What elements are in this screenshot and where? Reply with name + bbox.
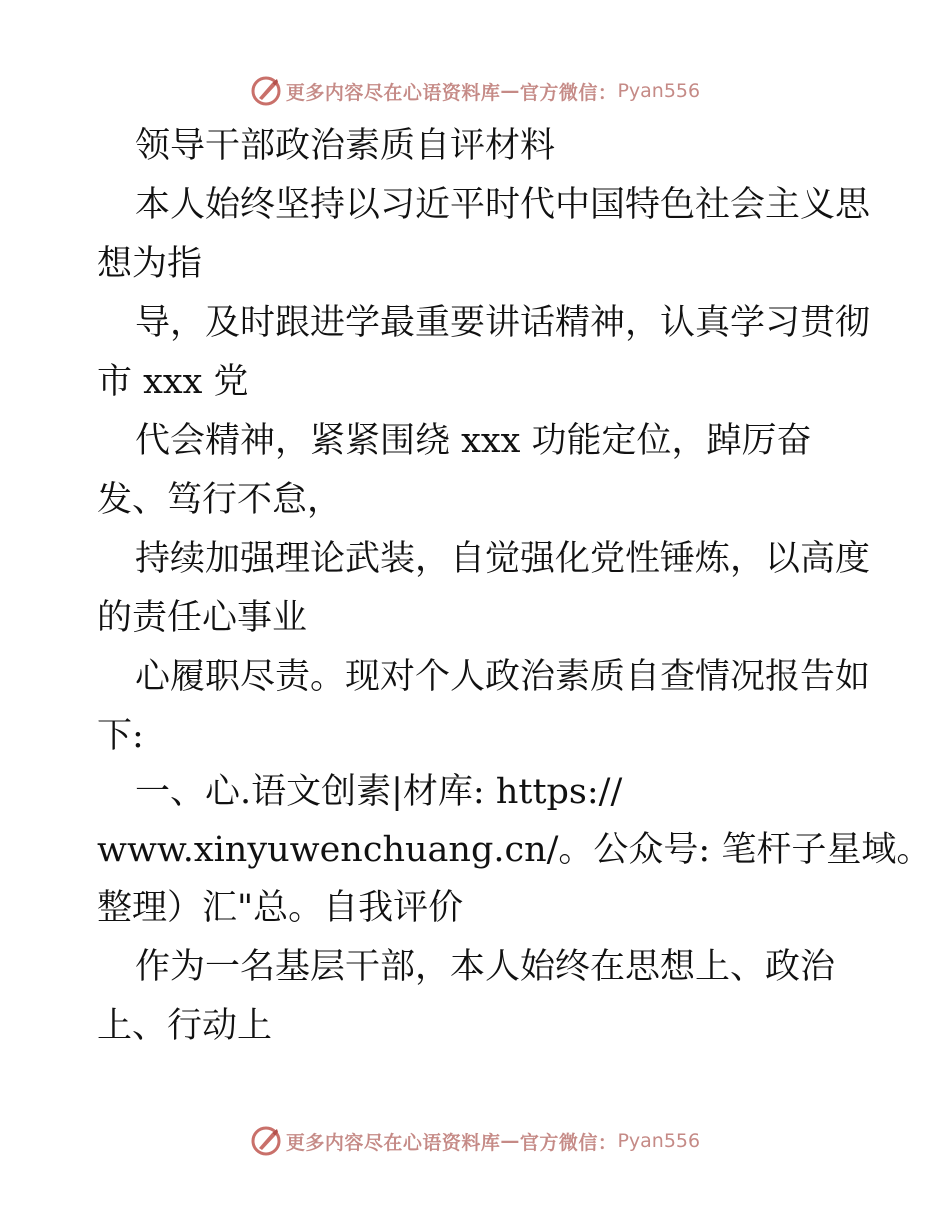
document-title: 领导干部政治素质自评材料 [135,126,556,166]
paragraph-line: 下: [97,716,144,756]
header-banner [0,71,950,111]
banner-site-text: 更多内容尽在心语资料库 [285,81,501,104]
paragraph-line: 的责任心事业 [97,598,308,638]
paragraph-line: 代会精神，紧紧围绕 xxx 功能定位，踔厉奋 [135,421,812,461]
paragraph-line: www.xinyuwenchuang.cn/。公众号: 笔杆子星域。 [97,830,932,870]
banner-contact-id: Pyan556 [617,1130,701,1152]
quill-circle-logo-icon [250,1125,282,1157]
paragraph-line: 想为指 [97,244,203,284]
paragraph-line: 持续加强理论武装，自觉强化党性锤炼，以高度 [135,539,871,579]
banner-dash: — [500,1130,520,1152]
paragraph-line: 本人始终坚持以习近平时代中国特色社会主义思 [135,185,871,225]
banner-contact-label: 官方微信： [519,81,618,104]
paragraph-line: 上、行动上 [97,1006,273,1046]
paragraph-line: 发、笃行不怠， [97,480,343,520]
paragraph-line: 导，及时跟进学最重要讲话精神，认真学习贯彻 [135,303,871,343]
banner-site-text: 更多内容尽在心语资料库 [285,1131,501,1154]
section-heading: 一、心.语文创素|材库: https:// [135,772,623,812]
banner-dash: — [500,80,520,102]
quill-circle-logo-icon [250,75,282,107]
paragraph-line: 作为一名基层干部，本人始终在思想上、政治 [135,947,836,987]
banner-contact-id: Pyan556 [617,80,701,102]
footer-banner [0,1121,950,1161]
paragraph-line: 心履职尽责。现对个人政治素质自查情况报告如 [135,657,871,697]
banner-contact-label: 官方微信： [519,1131,618,1154]
paragraph-line: 整理）汇"总。自我评价 [97,888,464,928]
paragraph-line: 市 xxx 党 [97,362,249,402]
